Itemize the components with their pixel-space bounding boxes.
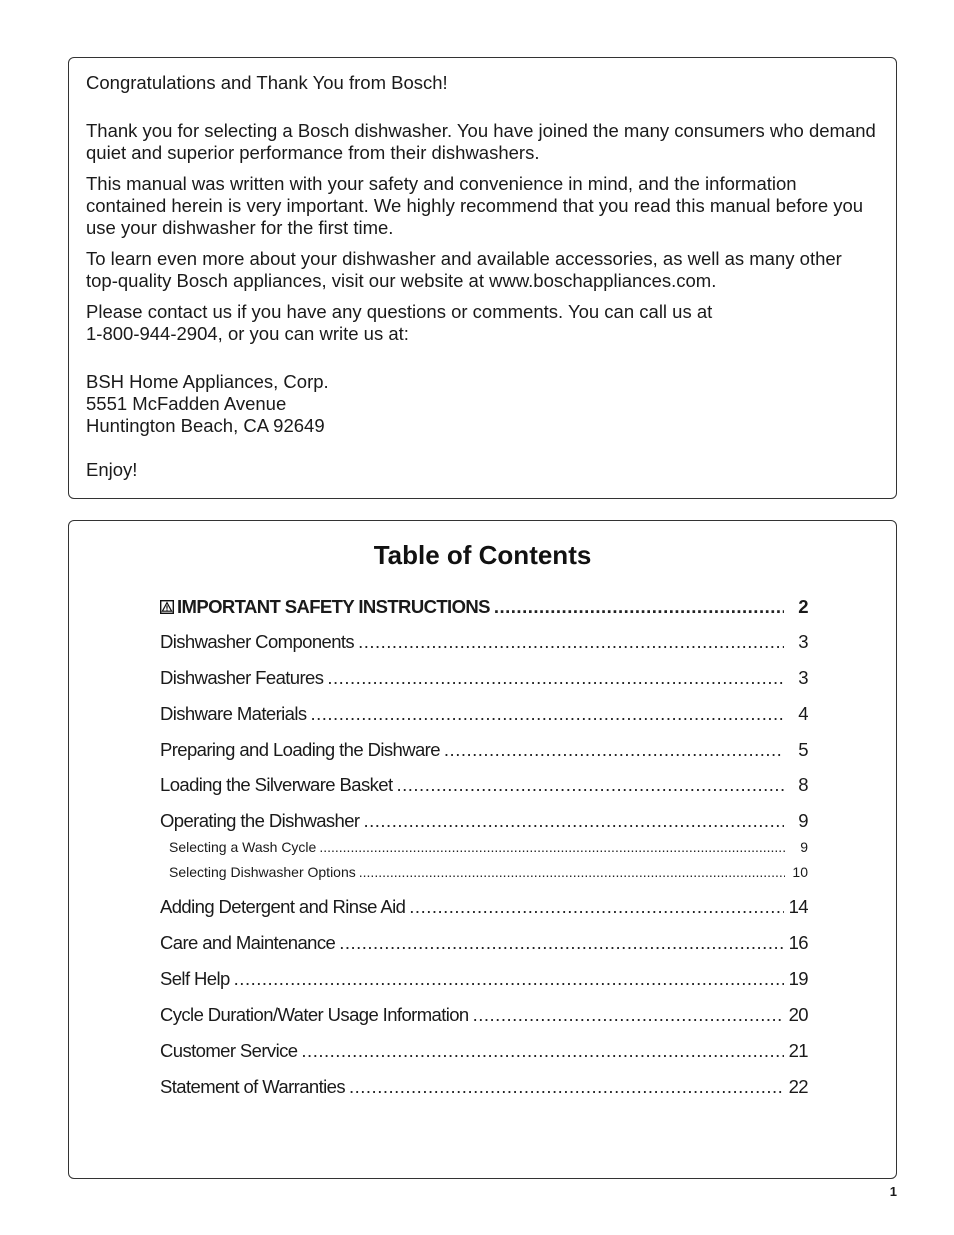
toc-page-number: 9 xyxy=(800,839,808,855)
welcome-paragraph-2: This manual was written with your safety and convenience in mind, and the information contained herein is very important. We highly recommend that you read this manual before you use your dishwasher for the first time. xyxy=(86,173,864,238)
address-line: BSH Home Appliances, Corp. xyxy=(86,371,329,392)
toc-entry-dishwasher-components[interactable] xyxy=(160,631,808,653)
welcome-closing: Enjoy! xyxy=(86,459,138,480)
welcome-paragraph-1: Thank you for selecting a Bosch dishwasher. You have joined the many consumers who demand quiet and superior performance from their dishwashers. xyxy=(86,120,876,163)
mailing-address xyxy=(86,371,878,437)
dot-leader xyxy=(409,896,784,918)
address-line: 5551 McFadden Avenue xyxy=(86,393,287,414)
toc-entry-label: Loading the Silverware Basket xyxy=(160,774,393,795)
warning-icon xyxy=(160,600,174,614)
dot-leader xyxy=(364,810,785,832)
toc-subentry-wash-cycle[interactable] xyxy=(169,839,808,855)
toc-page-number: 3 xyxy=(798,667,808,688)
toc-entry-warranties[interactable] xyxy=(160,1076,808,1098)
toc-page-number: 21 xyxy=(788,1040,808,1061)
toc-entry-dishware-materials[interactable] xyxy=(160,703,808,725)
toc-entry-label: Operating the Dishwasher xyxy=(160,810,360,831)
toc-page-number: 10 xyxy=(792,864,808,880)
welcome-box xyxy=(68,57,897,499)
toc-page-number: 8 xyxy=(798,774,808,795)
dot-leader xyxy=(234,968,784,990)
dot-leader xyxy=(339,932,784,954)
toc-page-number: 20 xyxy=(788,1004,808,1025)
toc-entry-label: Selecting a Wash Cycle xyxy=(169,839,317,855)
welcome-paragraph-3: To learn even more about your dishwasher and available accessories, as well as many other top-quality Bosch appliances, visit our website at www.boschappliances.com. xyxy=(86,248,842,291)
toc-entry-operating[interactable] xyxy=(160,810,808,832)
toc-page-number: 5 xyxy=(798,739,808,760)
toc-page-number: 3 xyxy=(798,631,808,652)
toc-entry-care-maintenance[interactable] xyxy=(160,932,808,954)
toc-page-number: 22 xyxy=(788,1076,808,1097)
dot-leader xyxy=(359,864,785,880)
dot-leader xyxy=(444,739,784,761)
welcome-paragraph-4: Please contact us if you have any questions or comments. You can call us at 1-800-944-2904, or you can write us at: xyxy=(86,301,713,344)
toc-page-number: 4 xyxy=(798,703,808,724)
toc-entry-label: IMPORTANT SAFETY INSTRUCTIONS xyxy=(177,596,490,617)
toc-entry-cycle-duration[interactable] xyxy=(160,1004,808,1026)
toc-entry-dishwasher-features[interactable] xyxy=(160,667,808,689)
toc-entry-silverware-basket[interactable] xyxy=(160,774,808,796)
dot-leader xyxy=(311,703,785,725)
toc-entry-label: Preparing and Loading the Dishware xyxy=(160,739,440,760)
toc-entry-label: Dishwasher Features xyxy=(160,667,324,688)
toc-page-number: 19 xyxy=(788,968,808,989)
dot-leader xyxy=(358,631,784,653)
toc-entry-label: Adding Detergent and Rinse Aid xyxy=(160,896,406,917)
welcome-greeting: Congratulations and Thank You from Bosch! xyxy=(86,72,448,93)
toc-entry-label: Dishware Materials xyxy=(160,703,307,724)
toc-entry-preparing-loading[interactable] xyxy=(160,739,808,761)
toc-entry-label: Cycle Duration/Water Usage Information xyxy=(160,1004,469,1025)
page-number: 1 xyxy=(889,1184,897,1199)
toc-page-number: 9 xyxy=(798,810,808,831)
toc-page-number: 16 xyxy=(788,932,808,953)
toc-page-number: 14 xyxy=(788,896,808,917)
toc-entry-label: Care and Maintenance xyxy=(160,932,336,953)
address-line: Huntington Beach, CA 92649 xyxy=(86,415,325,436)
toc-entry-label: Dishwasher Components xyxy=(160,631,355,652)
toc-page-number: 2 xyxy=(798,596,808,617)
toc-entry-label: Self Help xyxy=(160,968,230,989)
dot-leader xyxy=(301,1040,784,1062)
toc-entry-detergent[interactable] xyxy=(160,896,808,918)
dot-leader xyxy=(473,1004,784,1026)
toc-entry-label: Selecting Dishwasher Options xyxy=(169,864,356,880)
toc-entry-self-help[interactable] xyxy=(160,968,808,990)
toc-entry-customer-service[interactable] xyxy=(160,1040,808,1062)
dot-leader xyxy=(349,1076,784,1098)
toc-entry-label: Customer Service xyxy=(160,1040,298,1061)
toc-title: Table of Contents xyxy=(373,540,592,570)
toc-subentry-options[interactable] xyxy=(169,864,808,880)
toc-entry-label: Statement of Warranties xyxy=(160,1076,345,1097)
table-of-contents-box xyxy=(68,520,897,1179)
toc-entry-safety[interactable] xyxy=(160,596,808,618)
dot-leader xyxy=(319,839,785,855)
dot-leader xyxy=(397,774,785,796)
dot-leader xyxy=(327,667,784,689)
dot-leader xyxy=(494,596,784,618)
